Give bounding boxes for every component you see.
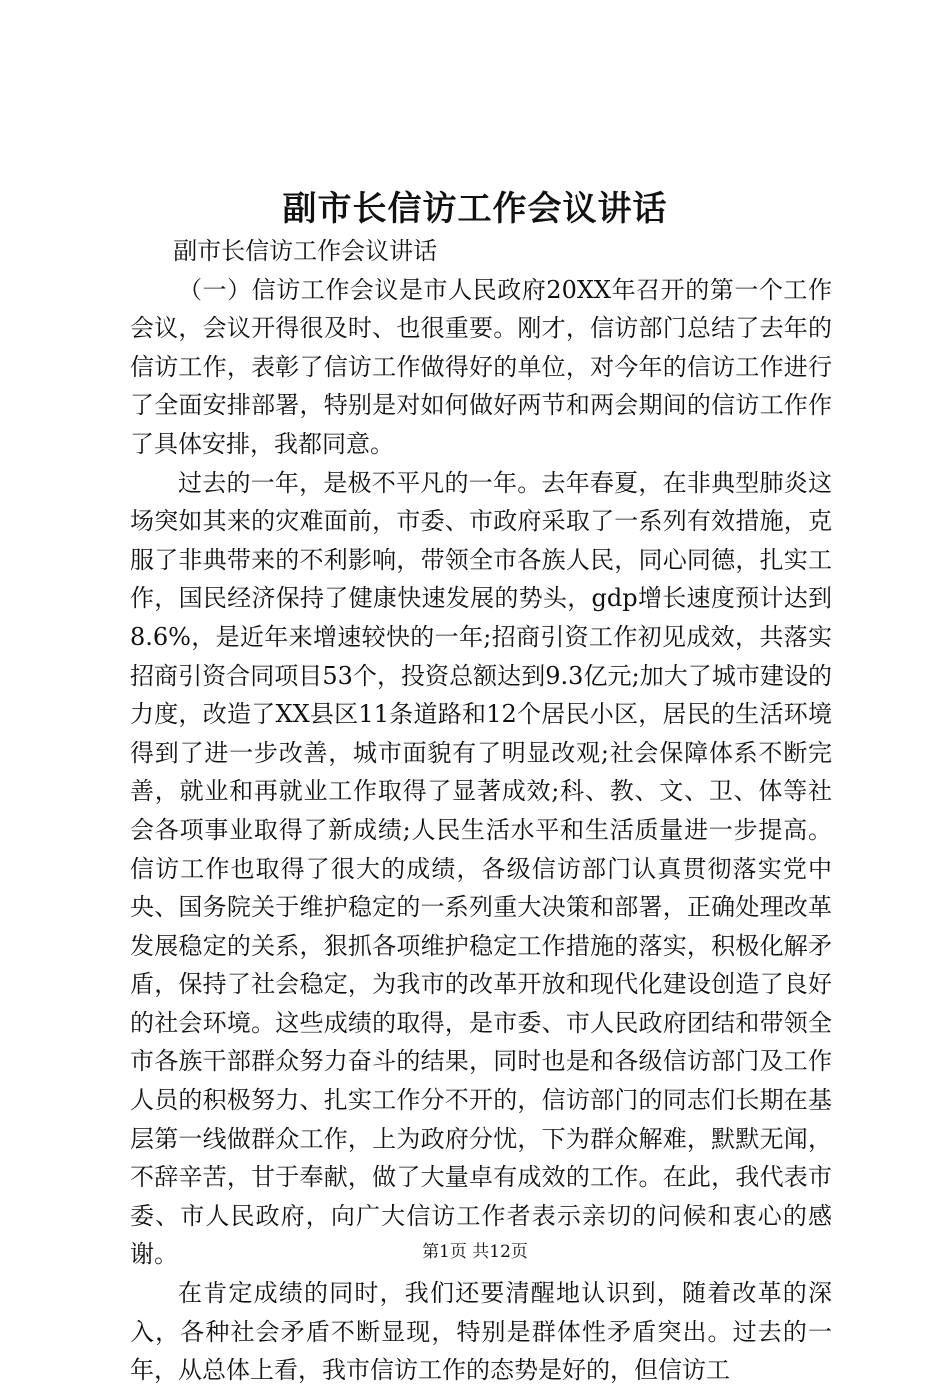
page-number-footer: 第1页 共12页 [422,1242,528,1262]
document-body [130,232,832,1390]
paragraph-2: 过去的一年，是极不平凡的一年。去年春夏，在非典型肺炎这场突如其来的灾难面前，市委、市政府采取了一系列有效措施，克服了非典带来的不利影响，带领全市各族人民，同心同德，扎实工作，国民经济保持了健康快速发展的势头，gdp增长速度预计达到8.6%，是近年来增速较快的一年;招商引资工作初见成效，共落实招商引资合同项目53个，投资总额达到9.3亿元;加大了城市建设的力度，改造了XX县区11条道路和12个居民小区，居民的生活环境得到了进一步改善，城市面貌有了明显改观;社会保障体系不断完善，就业和再就业工作取得了显著成效;科、教、文、卫、体等社会各项事业取得了新成绩;人民生活水平和生活质量进一步提高。信访工作也取得了很大的成绩，各级信访部门认真贯彻落实党中央、国务院关于维护稳定的一系列重大决策和部署，正确处理改革发展稳定的关系，狠抓各项维护稳定工作措施的落实，积极化解矛盾，保持了社会稳定，为我市的改革开放和现代化建设创造了良好的社会环境。这些成绩的取得，是市委、市人民政府团结和带领全市各族干部群众努力奋斗的结果，同时也是和各级信访部门及工作人员的积极努力、扎实工作分不开的，信访部门的同志们长期在基层第一线做群众工作，上为政府分忧，下为群众解难，默默无闻，不辞辛苦，甘于奉献，做了大量卓有成效的工作。在此，我代表市委、市人民政府，向广大信访工作者表示亲切的问候和衷心的感谢。 [130,468,832,1269]
document-title: 副市长信访工作会议讲话 [282,189,668,229]
paragraph-1: （一）信访工作会议是市人民政府20XX年召开的第一个工作会议，会议开得很及时、也很重要。刚才，信访部门总结了去年的信访工作，表彰了信访工作做得好的单位，对今年的信访工作进行了全面安排部署，特别是对如何做好两节和两会期间的信访工作作了具体安排，我都同意。 [130,275,832,458]
document-subtitle: 副市长信访工作会议讲话 [173,237,438,265]
paragraph-3: 在肯定成绩的同时，我们还要清醒地认识到，随着改革的深入，各种社会矛盾不断显现，特别是群体性矛盾突出。过去的一年，从总体上看，我市信访工作的态势是好的，但信访工 [130,1279,832,1385]
